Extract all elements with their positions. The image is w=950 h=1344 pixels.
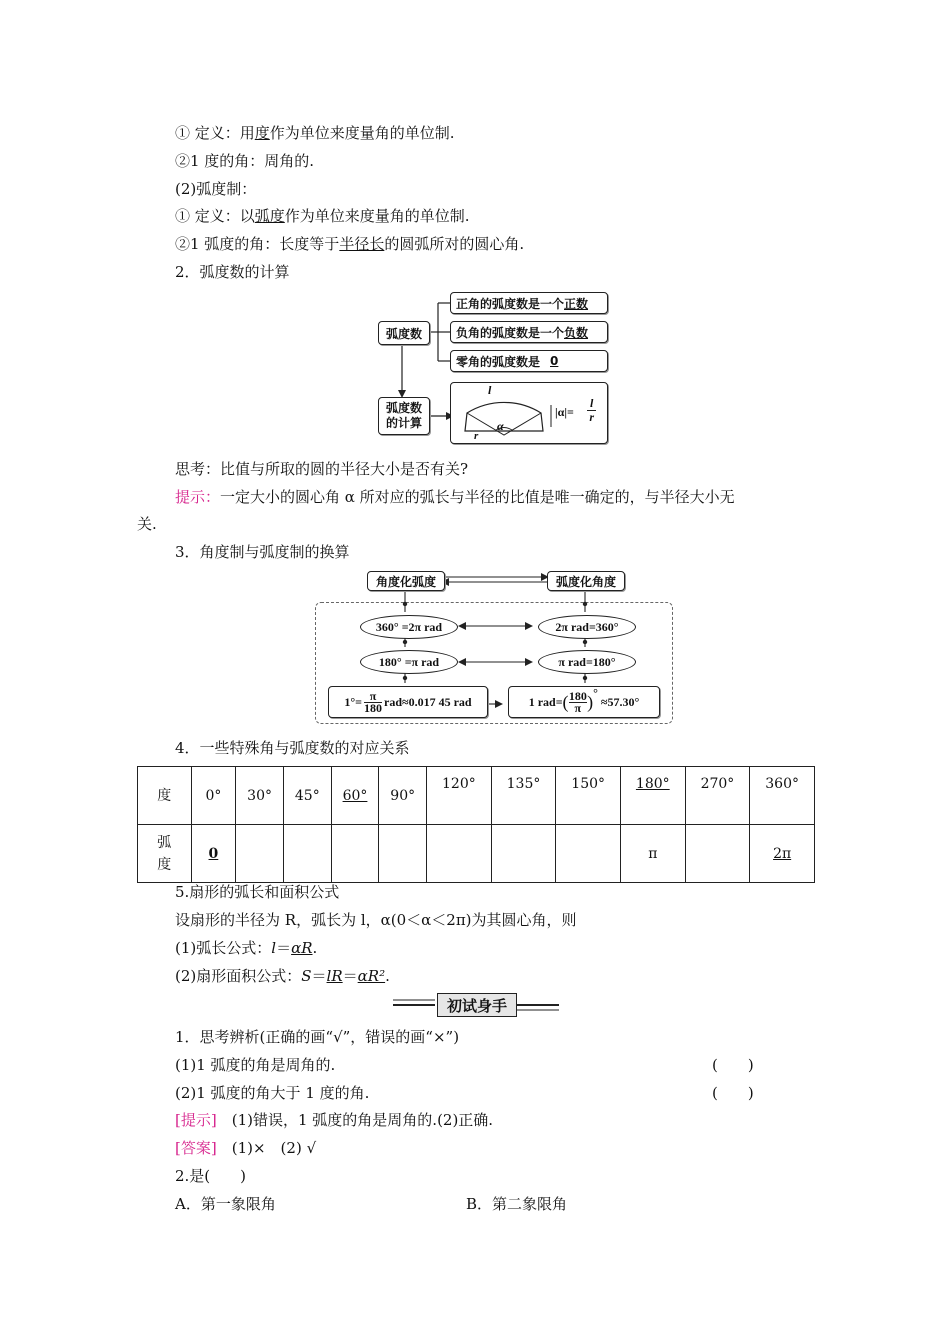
hint-line: 提示：一定大小的圆心角 α 所对应的弧长与半径的比值是唯一确定的，与半径大小无 [175, 488, 735, 506]
deg-cell: 150° [556, 767, 621, 825]
sector-angle-label: α [497, 419, 504, 433]
eq-180-deg: 180° =π rad [360, 650, 458, 674]
line-one-degree: ②1 度的角：周角的. [175, 152, 315, 170]
answer-paren-1a: ( ) [712, 1056, 754, 1074]
eq-pi-rad: π rad=180° [538, 650, 636, 674]
deg-cell: 90° [379, 767, 427, 825]
sector-radius-label: r [474, 430, 479, 442]
rad-cell: 0 [191, 825, 236, 883]
banner-title: 初试身手 [437, 993, 517, 1017]
calc-box: 弧度数 的计算 [378, 397, 430, 435]
deg-cell: 30° [236, 767, 284, 825]
angle-radian-table [137, 766, 815, 883]
rad-to-deg-head: 弧度化角度 [547, 571, 625, 591]
answer-paren-1b: ( ) [712, 1084, 754, 1102]
rad-cell [236, 825, 284, 883]
answer-line: [答案] (1)× (2) √ [175, 1139, 317, 1157]
line-radian-def: ① 定义：以弧度作为单位来度量角的单位制. [175, 207, 470, 225]
deg-cell: 0° [191, 767, 236, 825]
root-box: 弧度数 [378, 321, 430, 345]
answer-label: [答案] [175, 1139, 217, 1157]
deg-cell: 60° [331, 767, 379, 825]
deg-cell: 45° [283, 767, 331, 825]
sector-description: 设扇形的半径为 R，弧长为 l，α(0＜α＜2π)为其圆心角，则 [175, 911, 577, 929]
rad-cell [685, 825, 750, 883]
deg-cell: 360° [750, 767, 815, 825]
thinking-question: 思考：比值与所取的圆的半径大小是否有关? [175, 460, 469, 478]
rad-cell [331, 825, 379, 883]
one-degree-box: 1°= $\frac{\pi}{180}$ rad≈0.017 45 rad [328, 686, 488, 718]
question-2: 2.是( ) [175, 1167, 247, 1185]
section-2-heading: 2．弧度数的计算 [175, 263, 290, 281]
radian-row-head: 弧度 [138, 825, 192, 883]
negative-angle-box: 负角的弧度数是一个 负数 [450, 321, 608, 343]
rad-cell: π [620, 825, 685, 883]
zero-angle-box: 零角的弧度数是 0 [450, 350, 608, 372]
question-1a: (1)1 弧度的角是周角的. [175, 1056, 336, 1074]
hint-label: 提示： [175, 488, 221, 506]
rad-cell [556, 825, 621, 883]
sector-arc-label: l [488, 383, 492, 397]
sector-box [450, 382, 608, 444]
positive-angle-box: 正角的弧度数是一个 正数 [450, 292, 608, 314]
rad-cell [283, 825, 331, 883]
deg-cell: 180° [620, 767, 685, 825]
arc-length-formula: (1)弧长公式：l＝αR. [175, 939, 318, 957]
line-one-radian: ②1 弧度的角：长度等于半径长的圆弧所对的圆心角. [175, 235, 525, 253]
tip-label: [提示] [175, 1111, 217, 1129]
tip-line: [提示] (1)错误，1 弧度的角是周角的.(2)正确. [175, 1111, 494, 1129]
question-1: 1．思考辨析(正确的画“√”，错误的画“×”) [175, 1028, 460, 1046]
radian-row [138, 825, 815, 883]
option-a: A．第一象限角 [175, 1195, 276, 1213]
option-b: B．第二象限角 [466, 1195, 568, 1213]
rad-cell [427, 825, 492, 883]
deg-cell: 135° [491, 767, 556, 825]
sector-area-formula: (2)扇形面积公式：S＝lR＝αR². [175, 967, 390, 985]
deg-to-rad-head: 角度化弧度 [367, 571, 445, 591]
deg-cell: 270° [685, 767, 750, 825]
degree-row [138, 767, 815, 825]
rad-cell [491, 825, 556, 883]
degree-row-head: 度 [138, 767, 192, 825]
rad-cell: 2π [750, 825, 815, 883]
section-5-heading: 5.扇形的弧长和面积公式 [175, 883, 340, 901]
rad-cell [379, 825, 427, 883]
line-degree-def: ① 定义：用度作为单位来度量角的单位制. [175, 124, 455, 142]
section-3-heading: 3．角度制与弧度制的换算 [175, 543, 350, 561]
eq-360-deg: 360° =2π rad [360, 615, 458, 639]
deg-cell: 120° [427, 767, 492, 825]
formula-fraction: $\frac{l}{r}$ [587, 397, 596, 424]
line-radian-system: (2)弧度制： [175, 180, 257, 198]
eq-2pi-rad: 2π rad=360° [538, 615, 636, 639]
question-1b: (2)1 弧度的角大于 1 度的角. [175, 1084, 370, 1102]
hint-line-2: 关. [137, 515, 157, 533]
formula-left: |α|= [555, 405, 574, 419]
one-radian-box: 1 rad= ( 180 π ) ° ≈57.30° [508, 686, 660, 718]
section-4-heading: 4．一些特殊角与弧度数的对应关系 [175, 739, 410, 757]
